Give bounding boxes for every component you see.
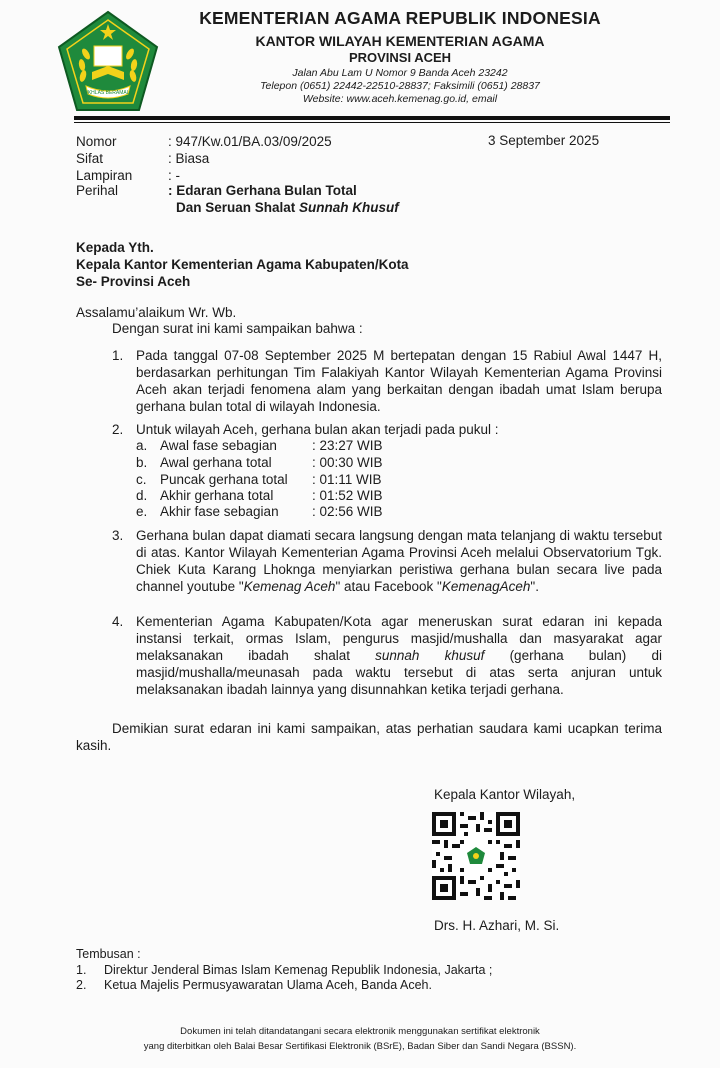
qr-code-signature [432,812,520,900]
website-value: : www.aceh.kemenag.go.id, email [340,93,498,105]
letterhead-address: Jalan Abu Lam U Nomor 9 Banda Aceh 23242 [292,67,508,79]
letterhead-website [180,92,620,107]
schedule-letter: a. [136,438,148,453]
recipient-salutation: Kepada Yth. [76,240,154,255]
perihal-text: Dan Seruan Shalat [176,200,300,215]
item-number-1: 1. [112,348,124,363]
paragraph-text: " atau Facebook " [335,579,442,594]
greeting: Assalamu’alaikum Wr. Wb. [76,305,237,320]
tembusan-number-2: 2. [76,978,87,992]
website-label: Website [302,93,341,105]
perihal-italic: Sunnah Khusuf [299,200,399,215]
facebook-page-name: KemenagAceh [441,579,531,594]
item-paragraph-1: Pada tanggal 07-08 September 2025 M bertepatan dengan 15 Rabiul Awal 1447 H, berdasarkan perhitungan Tim Falakiyah Kantor Wilayah Kementerian Agama Provinsi Aceh akan terjadi fenomena alam yang berkaitan dengan ibadah umat Islam berupa gerhana bulan total di wilayah Indonesia. [136,348,662,414]
lampiran-value: : - [168,168,180,183]
perihal-value-line2 [176,199,399,216]
lampiran-label: Lampiran [76,168,133,183]
sifat-label: Sifat [76,151,104,166]
intro-text: Dengan surat ini kami sampaikan bahwa : [112,321,363,336]
sifat-value: : Biasa [168,151,210,166]
schedule-letter: e. [136,504,148,519]
letter-date: 3 September 2025 [488,133,600,148]
item-number-2: 2. [112,422,124,437]
recipient-name: Kepala Kantor Kementerian Agama Kabupaten/Kota [76,257,409,272]
paragraph-text: (gerhana bulan) di masjid/mushalla/meunasah pada waktu tersebut di atas serta anjuran untuk melaksanakan ibadah lainnya yang disunnahkan ketika terjadi gerhana. [136,648,662,697]
item-paragraph-2: Untuk wilayah Aceh, gerhana bulan akan terjadi pada pukul : [136,422,499,437]
schedule-time: : 01:52 WIB [312,488,383,503]
item-paragraph-3 [136,527,662,595]
esign-notice-line1: Dokumen ini telah ditandatangani secara elektronik menggunakan sertifikat elektronik [180,1026,540,1037]
youtube-channel-name: Kemenag Aceh [243,579,336,594]
schedule-letter: d. [136,488,148,503]
kemenag-logo [56,10,160,114]
signatory-name: Drs. H. Azhari, M. Si. [434,918,560,933]
schedule-letter: b. [136,455,148,470]
header-rule-thick [74,116,670,120]
item-number-4: 4. [112,614,124,629]
nomor-value: : 947/Kw.01/BA.03/09/2025 [168,134,332,149]
prayer-name: sunnah khusuf [375,648,485,663]
schedule-phase: Akhir gerhana total [160,488,274,503]
schedule-time: : 00:30 WIB [312,455,383,470]
letterhead-province: PROVINSI ACEH [348,50,452,65]
item-paragraph-4 [136,613,662,698]
perihal-value: : Edaran Gerhana Bulan Total [168,183,357,198]
paragraph-text: Gerhana bulan dapat diamati secara langsung dengan mata telanjang di waktu tersebut di atas. Kantor Wilayah Kementerian Agama Provinsi Aceh melalui Observatorium Tgk. Chiek Kuta Karang Lhoknga menyiarkan peristiwa gerhana bulan secara live pada channel youtube " [136,528,662,594]
letterhead-office: KANTOR WILAYAH KEMENTERIAN AGAMA [255,33,545,49]
letterhead-phone: Telepon (0651) 22442-22510-28837; Faksimili (0651) 28837 [260,80,540,92]
perihal-label: Perihal [76,183,119,198]
schedule-letter: c. [136,472,147,487]
schedule-phase: Puncak gerhana total [160,472,288,487]
item-number-3: 3. [112,528,124,543]
tembusan-number-1: 1. [76,963,87,977]
paragraph-text: Kementerian Agama Kabupaten/Kota agar meneruskan surat edaran ini kepada instansi terkait, ormas Islam, pengurus masjid/mushalla dan masyarakat agar melaksanakan ibadah shalat [136,614,662,663]
svg-text:IKHLAS BERAMAL: IKHLAS BERAMAL [86,90,130,96]
header-rule-thin [74,122,670,123]
schedule-phase: Awal gerhana total [160,455,272,470]
esign-notice-line2: yang diterbitkan oleh Balai Besar Sertifikasi Elektronik (BSrE), Badan Siber dan Sandi Negara (BSSN). [143,1041,577,1052]
letterhead-ministry: KEMENTERIAN AGAMA REPUBLIK INDONESIA [199,8,601,28]
schedule-phase: Awal fase sebagian [160,438,277,453]
tembusan-item-2: Ketua Majelis Permusyawaratan Ulama Aceh, Banda Aceh. [104,978,432,992]
schedule-time: : 02:56 WIB [312,504,383,519]
tembusan-label: Tembusan : [76,947,141,961]
tembusan-item-1: Direktur Jenderal Bimas Islam Kemenag Republik Indonesia, Jakarta ; [104,963,493,977]
schedule-time: : 23:27 WIB [312,438,383,453]
schedule-time: : 01:11 WIB [312,472,382,487]
schedule-phase: Akhir fase sebagian [160,504,279,519]
recipient-region: Se- Provinsi Aceh [76,274,191,289]
signatory-title: Kepala Kantor Wilayah, [434,787,576,802]
paragraph-text: ". [530,579,539,594]
closing-paragraph: Demikian surat edaran ini kami sampaikan, atas perhatian saudara kami ucapkan terima kasih. [76,721,662,753]
nomor-label: Nomor [76,134,117,149]
